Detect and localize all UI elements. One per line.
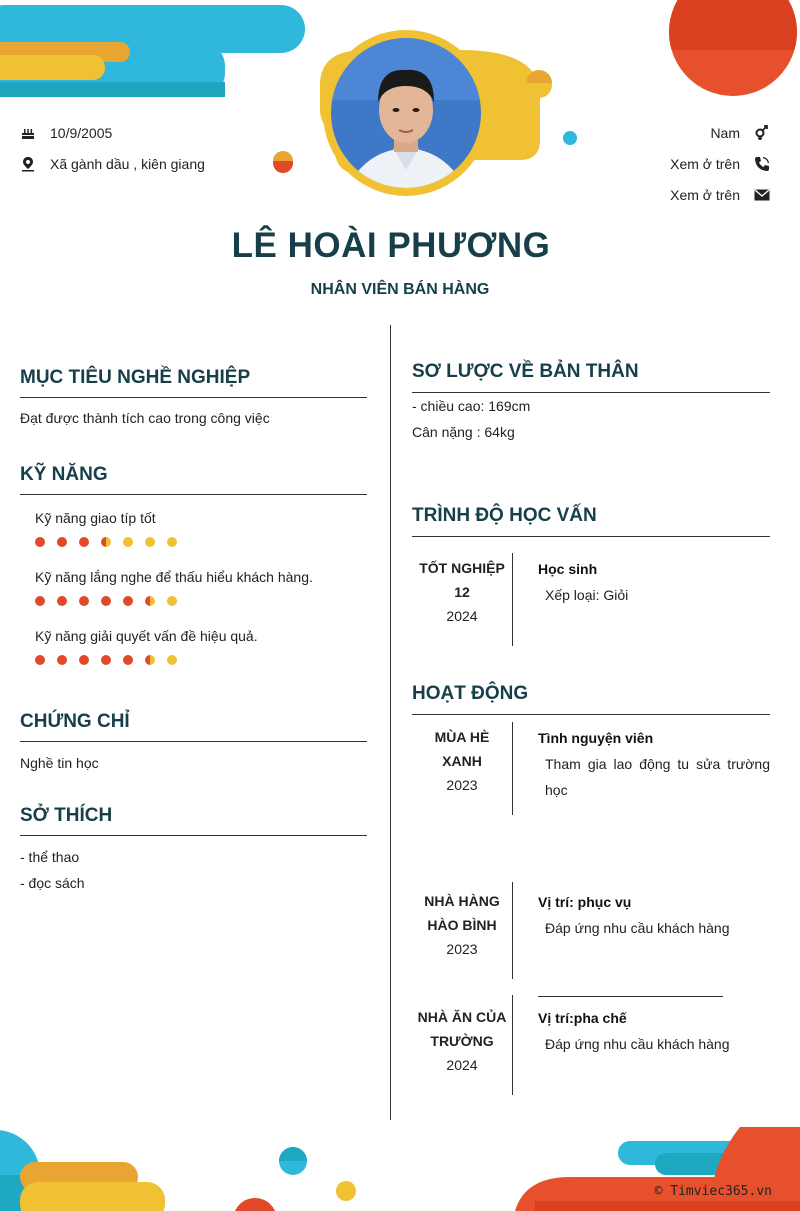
education-year: 2024 (446, 608, 478, 624)
activity-line (512, 995, 513, 1095)
institution-line: TỐT NGHIỆP (419, 560, 505, 576)
rating-dot (101, 537, 111, 547)
institution-line: 12 (454, 584, 470, 600)
top-right-decoration (660, 0, 800, 100)
rating-dot (35, 537, 45, 547)
activity-role: Vị trí:pha chế (538, 1010, 627, 1026)
about-title: SƠ LƯỢC VỀ BẢN THÂN (412, 361, 639, 382)
rating-dot (123, 596, 133, 606)
bottom-left-decoration (0, 1125, 360, 1211)
rating-dot (57, 596, 67, 606)
activity-desc: học (545, 782, 568, 798)
activity-desc: Đáp ứng nhu cầu khách hàng (545, 920, 730, 936)
phone-icon (754, 156, 770, 172)
education-role: Học sinh (538, 561, 598, 577)
skill-label: Kỹ năng giao típ tốt (35, 510, 156, 526)
activity-organization (412, 725, 512, 797)
rating-dot (145, 537, 155, 547)
activity-role: Vị trí: phục vụ (538, 894, 632, 910)
rating-dot (35, 655, 45, 665)
activity-organization (412, 889, 512, 961)
rating-dot (123, 655, 133, 665)
activity-organization (412, 1005, 512, 1077)
objective-rule (20, 397, 367, 398)
skill-rating (35, 537, 177, 547)
activity-year: 2023 (446, 777, 478, 793)
envelope-icon (754, 187, 770, 203)
skill-rating (35, 655, 177, 665)
rating-dot (35, 596, 45, 606)
education-entry-institution (412, 556, 512, 628)
gender-text: Nam (710, 125, 740, 141)
rating-dot (145, 655, 155, 665)
rating-dot (101, 655, 111, 665)
certificates-text: Nghề tin học (20, 755, 99, 771)
address-text: Xã gành dầu , kiên giang (50, 156, 205, 172)
gender-icon (754, 125, 770, 141)
objective-title: MỤC TIÊU NGHỀ NGHIỆP (20, 367, 251, 388)
rating-dot (167, 537, 177, 547)
skills-rule (20, 494, 367, 495)
organization-line: XANH (442, 753, 482, 769)
contact-email (670, 187, 770, 203)
activities-title: HOẠT ĐỘNG (412, 683, 529, 704)
certificates-title: CHỨNG CHỈ (20, 711, 130, 732)
activity-separator (538, 996, 723, 997)
rating-dot (57, 537, 67, 547)
birthday-text: 10/9/2005 (50, 125, 113, 141)
rating-dot (145, 596, 155, 606)
activities-rule (412, 714, 770, 715)
rating-dot (79, 655, 89, 665)
rating-dot (79, 537, 89, 547)
hobbies-title: SỞ THÍCH (20, 805, 113, 826)
rating-dot (79, 596, 89, 606)
organization-line: TRƯỜNG (430, 1033, 494, 1049)
contact-address (20, 156, 205, 172)
about-item: Cân nặng : 64kg (412, 424, 515, 440)
activity-year: 2024 (446, 1057, 478, 1073)
activity-role: Tình nguyện viên (538, 730, 654, 746)
hobby-item: - thể thao (20, 849, 80, 865)
contact-phone (670, 156, 770, 172)
job-title: NHÂN VIÊN BÁN HÀNG (310, 281, 490, 298)
rating-dot (101, 596, 111, 606)
activity-line (512, 882, 513, 979)
candidate-name: LÊ HOÀI PHƯƠNG (231, 226, 551, 265)
organization-line: HÀO BÌNH (427, 917, 497, 933)
birthday-cake-icon (20, 125, 36, 141)
top-left-decoration (0, 0, 310, 100)
organization-line: NHÀ ĂN CỦA (417, 1009, 507, 1025)
rating-dot (57, 655, 67, 665)
skill-rating (35, 596, 177, 606)
rating-dot (167, 596, 177, 606)
skill-label: Kỹ năng lắng nghe để thấu hiểu khách hàng. (35, 569, 313, 585)
profile-photo (323, 30, 489, 196)
organization-line: MÙA HÈ (434, 729, 490, 745)
avatar (323, 30, 489, 196)
education-entry-line (512, 553, 513, 646)
skill-label: Kỹ năng giải quyết vấn đề hiệu quả. (35, 628, 258, 644)
contact-birthday (20, 125, 112, 141)
about-rule (412, 392, 770, 393)
watermark: © Timviec365.vn (654, 1184, 772, 1199)
about-item: - chiều cao: 169cm (412, 398, 531, 414)
rating-dot (123, 537, 133, 547)
column-divider (390, 325, 391, 1120)
hobbies-rule (20, 835, 367, 836)
certificates-rule (20, 741, 367, 742)
activity-line (512, 722, 513, 815)
rating-dot (167, 655, 177, 665)
organization-line: NHÀ HÀNG (424, 893, 500, 909)
skills-title: KỸ NĂNG (20, 464, 108, 485)
objective-text: Đạt được thành tích cao trong công việc (20, 410, 270, 426)
activity-year: 2023 (446, 941, 478, 957)
phone-text: Xem ở trên (670, 156, 740, 172)
education-desc: Xếp loại: Giỏi (545, 587, 629, 603)
hobby-item: - đọc sách (20, 875, 85, 891)
activity-desc: Đáp ứng nhu cầu khách hàng (545, 1036, 730, 1052)
contact-gender (710, 125, 770, 141)
education-rule (412, 536, 770, 537)
location-pin-icon (20, 156, 36, 172)
email-text: Xem ở trên (670, 187, 740, 203)
activity-desc: Tham gia lao động tu sửa trường (545, 756, 770, 772)
education-title: TRÌNH ĐỘ HỌC VẤN (412, 505, 597, 526)
